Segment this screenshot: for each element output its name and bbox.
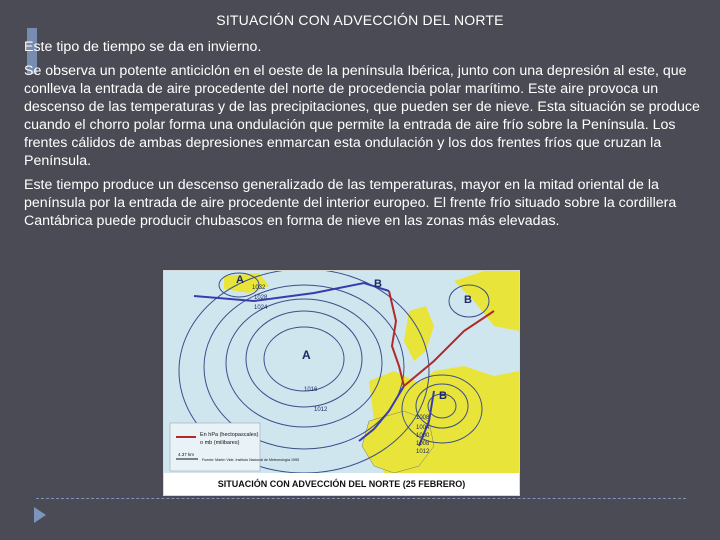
- weather-map: [163, 270, 520, 496]
- paragraph-3: Este tiempo produce un descenso generalizado de las temperaturas, mayor en la mitad oriental de la península por la entrada de aire procedente del interior europeo. El frente frío situado sobre la cordillera Cantábrica puede producir chubascos en forma de nieve en las zonas más elevadas.: [24, 177, 677, 229]
- legend-source: Fuente: Martín Vide, Instituto Nacional de Meteorología 1995: [202, 458, 300, 462]
- pressure-label-a1: A: [236, 274, 244, 286]
- footer-divider: [36, 498, 686, 499]
- map-caption: SITUACIÓN CON ADVECCIÓN DEL NORTE (25 FEBRERO): [164, 473, 519, 495]
- isobar-value: 1024: [254, 305, 268, 311]
- isobar-value: 1032: [252, 285, 266, 291]
- slide-title: SITUACIÓN CON ADVECCIÓN DEL NORTE: [216, 12, 504, 28]
- pressure-label-b3: B: [439, 390, 447, 402]
- weather-map-graphic: [164, 271, 519, 473]
- isobar-value: 1012: [416, 449, 430, 455]
- pressure-label-b2: B: [464, 294, 472, 306]
- isobar-value: 1016: [304, 387, 318, 393]
- legend-line-1: En hPa (hectopascales): [200, 432, 259, 438]
- isobar-value: 1004: [416, 425, 430, 431]
- isobar-value: 1008: [416, 441, 430, 447]
- pressure-label-a2: A: [302, 348, 311, 362]
- paragraph-2: Se observa un potente anticiclón en el oeste de la península Ibérica, junto con una depresión al este, que conlleva la entrada de aire procedente del norte de procedencia polar marítimo. Este aire provoca un descenso de las temperaturas y de las precipitaciones, que pueden ser de nieve. Esta situación se produce cuando el chorro polar forma una ondulación que permite la entrada de aire frío sobre la Península. Los frentes cálidos de ambas depresiones enmarcan esta ondulación y los dos frentes fríos que cruzan la Península.: [24, 63, 700, 169]
- isobar-value: 1008: [416, 415, 430, 421]
- isobar-value: 1000: [416, 433, 430, 439]
- isobar-value: 1012: [314, 407, 328, 413]
- isobar-value: 1028: [254, 295, 268, 301]
- play-arrow-icon: [32, 506, 48, 524]
- legend-line-2: o mb (milibares): [200, 440, 240, 446]
- pressure-label-b1: B: [374, 278, 382, 290]
- body-text: [24, 38, 704, 236]
- legend-scale: 4.37 km: [178, 452, 195, 457]
- paragraph-1: Este tipo de tiempo se da en invierno.: [24, 39, 262, 55]
